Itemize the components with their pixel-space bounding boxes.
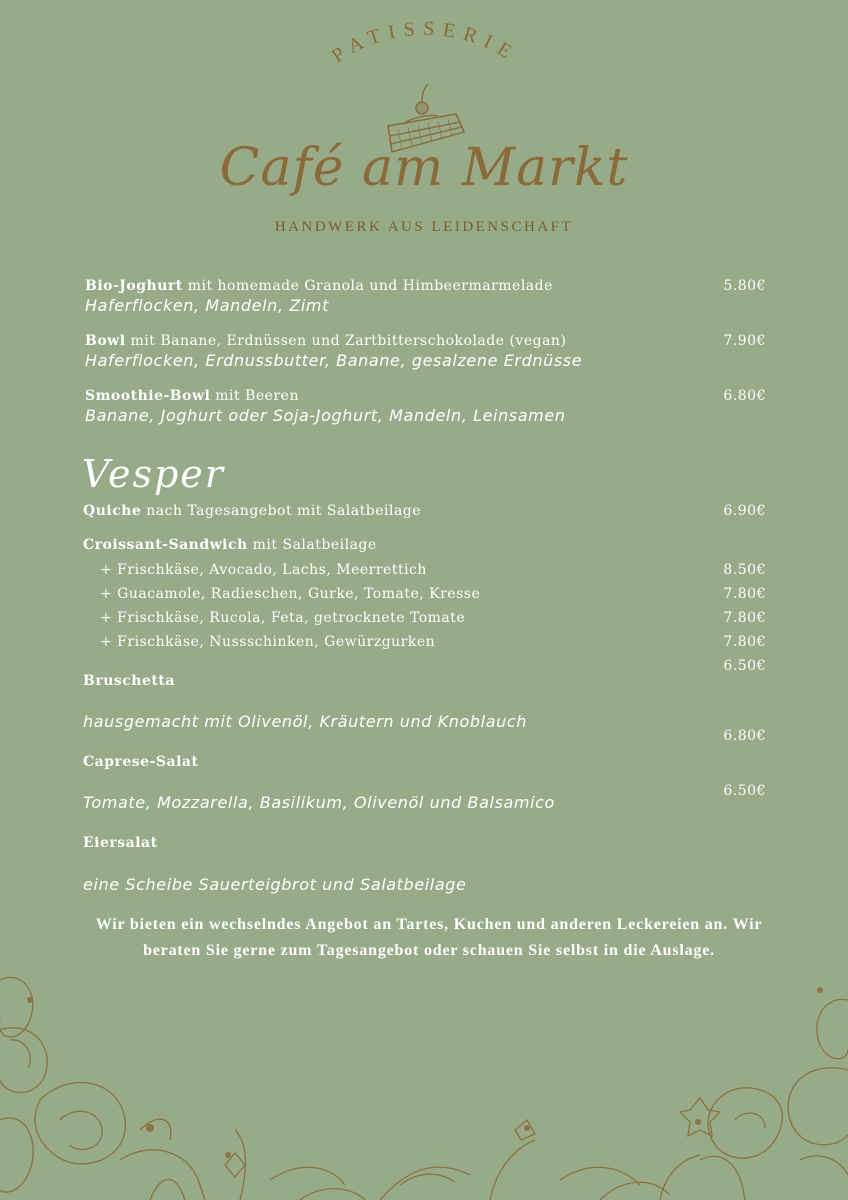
item-ingredients: Haferflocken, Mandeln, Zimt <box>85 296 329 315</box>
item-desc: nach Tagesangebot mit Salatbeilage <box>141 503 422 519</box>
item-name: Quiche <box>83 503 142 519</box>
menu-item-smoothie-bowl <box>85 388 299 404</box>
item-price: 7.80€ <box>723 586 766 602</box>
menu-item-bowl <box>85 333 566 349</box>
menu-item-eiersalat <box>83 835 158 851</box>
item-ingredients: hausgemacht mit Olivenöl, Kräutern und Knoblauch <box>83 712 528 731</box>
item-price: 6.50€ <box>723 783 766 799</box>
item-ingredients: Banane, Joghurt oder Soja-Joghurt, Mandeln, Leinsamen <box>85 406 566 425</box>
svg-text:PATISSERIE <box>328 18 522 68</box>
croissant-option: + Frischkäse, Rucola, Feta, getrocknete Tomate <box>100 610 466 626</box>
item-desc: mit Salatbeilage <box>247 537 377 553</box>
item-ingredients: Haferflocken, Erdnussbutter, Banane, gesalzene Erdnüsse <box>85 351 583 370</box>
item-price: 6.80€ <box>723 388 766 404</box>
item-ingredients: eine Scheibe Sauerteigbrot und Salatbeilage <box>83 875 467 894</box>
croissant-option: + Frischkäse, Avocado, Lachs, Meerrettich <box>100 562 427 578</box>
item-desc: mit homemade Granola und Himbeermarmelade <box>182 278 553 294</box>
menu-item-bruschetta <box>83 673 175 689</box>
croissant-option: + Guacamole, Radieschen, Gurke, Tomate, Kresse <box>100 586 481 602</box>
item-name: Smoothie-Bowl <box>85 388 211 404</box>
item-desc: mit Banane, Erdnüssen und Zartbitterschokolade (vegan) <box>125 333 567 349</box>
cafe-title: Café am Markt <box>219 138 629 198</box>
item-name: Bowl <box>85 333 126 349</box>
item-price: 6.80€ <box>723 728 766 744</box>
item-desc: mit Beeren <box>210 388 299 404</box>
item-price: 6.90€ <box>723 503 766 519</box>
item-price: 7.80€ <box>723 610 766 626</box>
item-name: Bio-Joghurt <box>85 278 183 294</box>
item-ingredients: Tomate, Mozzarella, Basilikum, Olivenöl und Balsamico <box>83 793 555 812</box>
item-name: Croissant-Sandwich <box>83 537 248 553</box>
item-price: 6.50€ <box>723 658 766 674</box>
item-price: 7.80€ <box>723 634 766 650</box>
menu-item-caprese <box>83 754 198 770</box>
item-name: Bruschetta <box>83 673 175 689</box>
item-name: Eiersalat <box>83 835 158 851</box>
item-price: 5.80€ <box>723 278 766 294</box>
footer-note: Wir bieten ein wechselndes Angebot an Tartes, Kuchen und anderen Leckereien an. Wir beraten Sie gerne zum Tagesangebot oder schauen Sie selbst in die Auslage. <box>95 916 763 959</box>
tagline: HANDWERK AUS LEIDENSCHAFT <box>274 219 574 235</box>
floral-decoration-icon <box>0 960 848 1200</box>
menu-item-croissant-sandwich <box>83 537 377 553</box>
croissant-option: + Frischkäse, Nussschinken, Gewürzgurken <box>100 634 436 650</box>
patisserie-label: PATISSERIE <box>327 17 523 68</box>
item-name: Caprese-Salat <box>83 754 199 770</box>
section-title-vesper: Vesper <box>82 452 225 496</box>
menu-item-quiche <box>83 503 421 519</box>
menu-item-bio-joghurt <box>85 278 553 294</box>
item-price: 8.50€ <box>723 562 766 578</box>
item-price: 7.90€ <box>723 333 766 349</box>
